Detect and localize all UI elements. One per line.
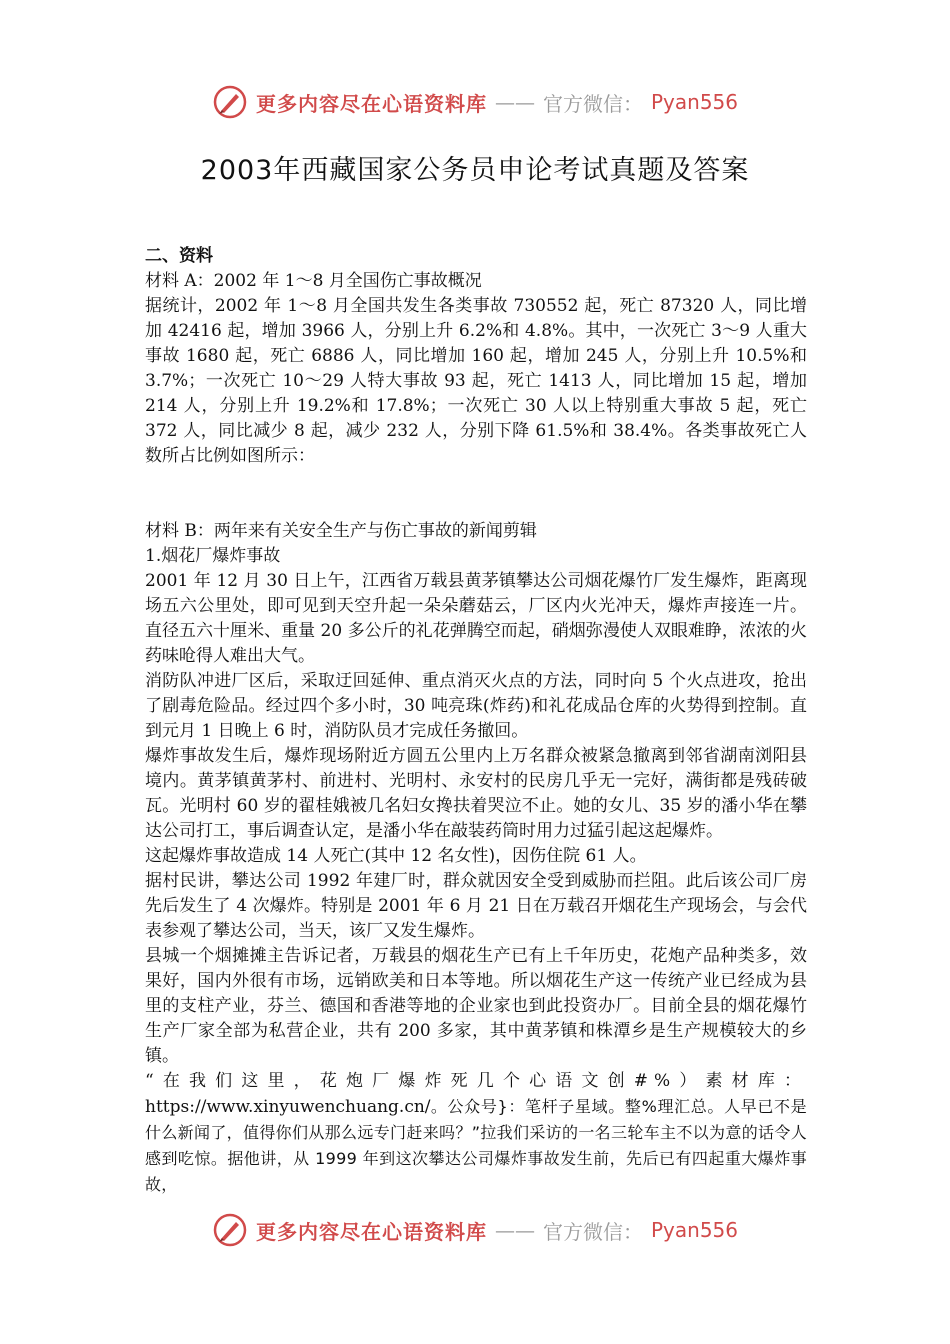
material-a-heading: 材料 A：2002 年 1～8 月全国伤亡事故概况 bbox=[145, 271, 482, 291]
news-item-1-heading: 1.烟花厂爆炸事故 bbox=[145, 546, 281, 566]
watermark-footer bbox=[0, 1206, 950, 1254]
watermark-weixin-id: Pyan556 bbox=[650, 1218, 738, 1242]
material-b-heading: 材料 B：两年来有关安全生产与伤亡事故的新闻剪辑 bbox=[145, 521, 537, 541]
document-title: 2003年西藏国家公务员申论考试真题及答案 bbox=[200, 155, 750, 186]
pen-logo-icon bbox=[212, 1212, 248, 1248]
watermark-separator: —— bbox=[494, 1218, 535, 1242]
source-link[interactable]: https://www.xinyuwenchuang.cn/ bbox=[145, 1097, 431, 1117]
quote-start: “在我们这里，花炮厂爆炸死几个心语文创#%）素材库： bbox=[145, 1071, 807, 1091]
watermark-header bbox=[0, 78, 950, 126]
watermark-separator: —— bbox=[494, 90, 535, 114]
paragraph-industry: 县城一个烟摊摊主告诉记者，万载县的烟花生产已有上千年历史，花炮产品种类多，效果好，国内外很有市场，远销欧美和日本等地。所以烟花生产这一传统产业已经成为县里的支柱产业，芬兰、德国和香港等地的企业家也到此投资办厂。目前全县的烟花爆竹生产厂家全部为私营企业，共有 200 多家，其中黄茅镇和株潭乡是生产规模较大的乡镇。 bbox=[145, 946, 807, 1066]
section-heading: 二、资料 bbox=[145, 246, 213, 266]
watermark-text: 更多内容尽在心语资料库 bbox=[255, 91, 487, 116]
watermark-weixin-label: 官方微信： bbox=[542, 1219, 643, 1244]
watermark-weixin-id: Pyan556 bbox=[650, 90, 738, 114]
figure-placeholder bbox=[145, 469, 807, 519]
paragraph-villagers: 据村民讲，攀达公司 1992 年建厂时，群众就因安全受到威胁而拦阻。此后该公司厂房先后发生了 4 次爆炸。特别是 2001 年 6 月 21 日在万载召开烟花生产现场会，与会代表参观了攀达公司，当天，该厂又发生爆炸。 bbox=[145, 871, 807, 941]
pen-logo-icon bbox=[212, 84, 248, 120]
material-a-paragraph: 据统计，2002 年 1～8 月全国共发生各类事故 730552 起，死亡 87320 人，同比增加 42416 起，增加 3966 人，分别上升 6.2%和 4.8%。其中，一次死亡 3～9 人重大事故 1680 起，死亡 6886 人，同比增加 160 起，增加 245 人，分别上升 10.5%和 3.7%；一次死亡 10～29 人特大事故 93 起，死亡 1413 人，同比增加 15 起，增加 214 人，分别上升 19.2%和 17.8%；一次死亡 30 人以上特别重大事故 5 起，死亡 372 人，同比减少 8 起，减少 232 人，分别下降 61.5%和 38.4%。各类事故死亡人数所占比例如图所示： bbox=[145, 296, 807, 466]
paragraph-firefighting: 消防队冲进厂区后，采取迂回延伸、重点消灭火点的方法，同时向 5 个火点进攻，抢出了剧毒危险品。经过四个多小时，30 吨亮珠(炸药)和礼花成品仓库的火势得到控制。直到元月 1 日晚上 6 时，消防队员才完成任务撤回。 bbox=[145, 671, 807, 741]
paragraph-evacuation: 爆炸事故发生后，爆炸现场附近方圆五公里内上万名群众被紧急撤离到邻省湖南浏阳县境内。黄茅镇黄茅村、前进村、光明村、永安村的民房几乎无一完好，满街都是残砖破瓦。光明村 60 岁的翟桂娥被几名妇女搀扶着哭泣不止。她的女儿、35 岁的潘小华在攀达公司打工，事后调查认定，是潘小华在敲装药筒时用力过猛引起这起爆炸。 bbox=[145, 746, 807, 841]
watermark-weixin-label: 官方微信： bbox=[542, 91, 643, 116]
quote-rest: 。公众号}：笔杆子星域。整%理汇总。人早已不是什么新闻了，值得你们从那么远专门赶来吗？”拉我们采访的一名三轮车主不以为意的话令人感到吃惊。据他讲，从 1999 年到这次攀达公司爆炸事故发生前，先后已有四起重大爆炸事故， bbox=[145, 1097, 807, 1194]
document-body bbox=[145, 244, 807, 1198]
paragraph-explosion: 2001 年 12 月 30 日上午，江西省万载县黄茅镇攀达公司烟花爆竹厂发生爆炸，距离现场五六公里处，即可见到天空升起一朵朵蘑菇云，厂区内火光冲天，爆炸声接连一片。直径五六十厘米、重量 20 多公斤的礼花弹腾空而起，硝烟弥漫使人双眼难睁，浓浓的火药味呛得人难出大气。 bbox=[145, 571, 807, 666]
watermark-text: 更多内容尽在心语资料库 bbox=[255, 1219, 487, 1244]
paragraph-casualties: 这起爆炸事故造成 14 人死亡(其中 12 名女性)，因伤住院 61 人。 bbox=[145, 846, 647, 866]
paragraph-quote bbox=[145, 1069, 807, 1198]
